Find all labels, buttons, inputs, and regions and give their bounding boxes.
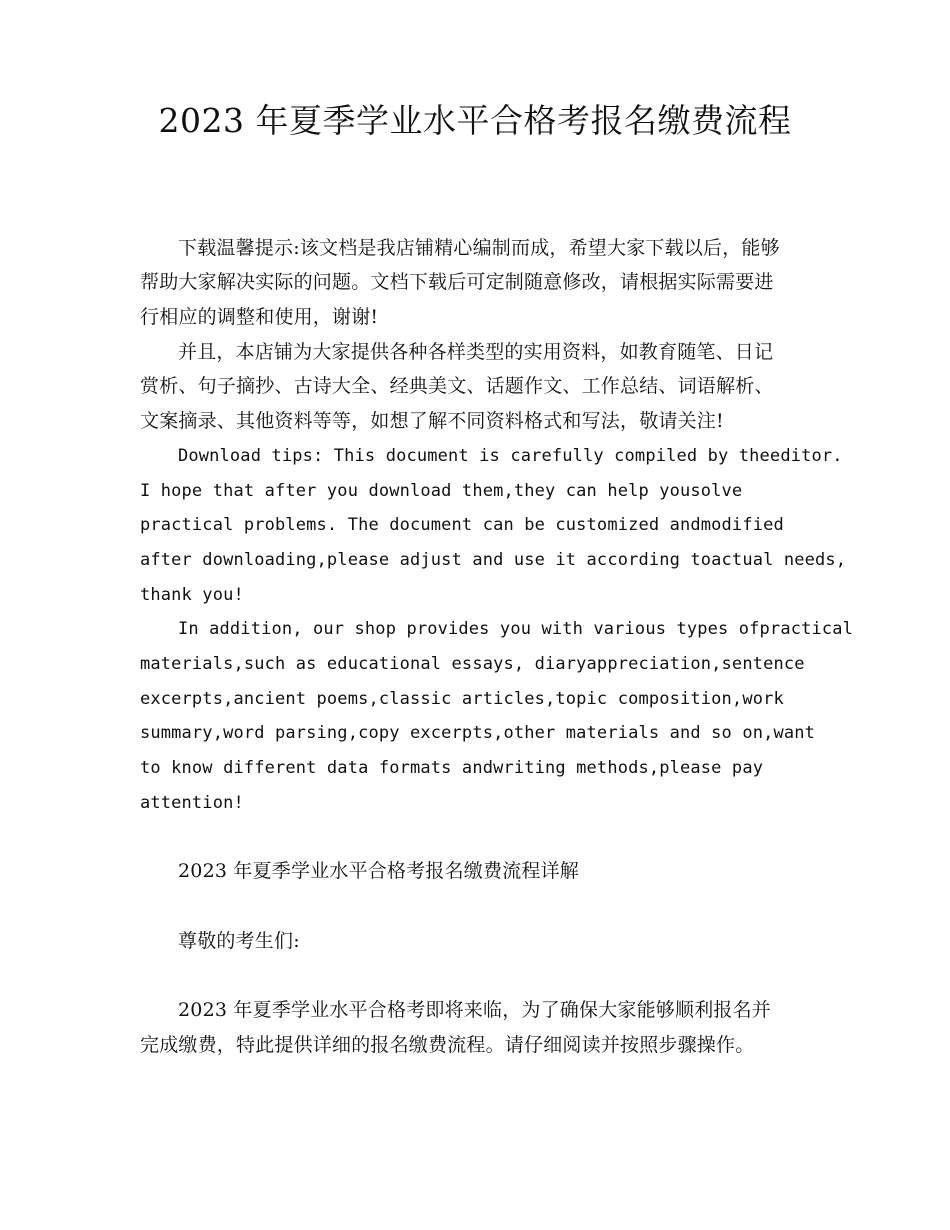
greeting: 尊敬的考生们: <box>178 930 300 952</box>
notice-en-line: to know different data formats andwriting methods,please pay <box>140 758 764 778</box>
document-title: 2023 年夏季学业水平合格考报名缴费流程 <box>158 101 792 140</box>
notice-en-line: thank you! <box>140 585 244 605</box>
notice-en-line: I hope that after you download them,they can help yousolve <box>140 481 743 501</box>
notice-en-line: practical problems. The document can be customized andmodified <box>140 515 784 535</box>
notice-en-line: attention! <box>140 793 244 813</box>
notice-en-line: after downloading,please adjust and use it according toactual needs, <box>140 550 847 570</box>
notice-en-line: excerpts,ancient poems,classic articles,topic composition,work <box>140 689 784 709</box>
notice-en-line: summary,word parsing,copy excerpts,other materials and so on,want <box>140 723 816 743</box>
notice-cn-line: 行相应的调整和使用，谢谢! <box>140 306 379 328</box>
intro-line: 完成缴费，特此提供详细的报名缴费流程。请仔细阅读并按照步骤操作。 <box>140 1034 755 1056</box>
notice-cn-line: 帮助大家解决实际的问题。文档下载后可定制随意修改，请根据实际需要进 <box>140 271 774 293</box>
notice-cn-line: 赏析、句子摘抄、古诗大全、经典美文、话题作文、工作总结、词语解析、 <box>140 375 774 397</box>
notice-en-line: Download tips: This document is carefully compiled by theeditor. <box>178 446 843 466</box>
section-subtitle: 2023 年夏季学业水平合格考报名缴费流程详解 <box>178 860 579 882</box>
intro-line: 2023 年夏季学业水平合格考即将来临，为了确保大家能够顺利报名并 <box>178 999 771 1021</box>
notice-cn-line: 下载温馨提示:该文档是我店铺精心编制而成，希望大家下载以后，能够 <box>178 237 780 259</box>
notice-cn-line: 文案摘录、其他资料等等，如想了解不同资料格式和写法，敬请关注! <box>140 410 724 432</box>
notice-en-line: In addition, our shop provides you with various types ofpractical <box>178 619 854 639</box>
notice-en-line: materials,such as educational essays, diaryappreciation,sentence <box>140 654 805 674</box>
notice-cn-line: 并且，本店铺为大家提供各种各样类型的实用资料，如教育随笔、日记 <box>178 341 774 363</box>
